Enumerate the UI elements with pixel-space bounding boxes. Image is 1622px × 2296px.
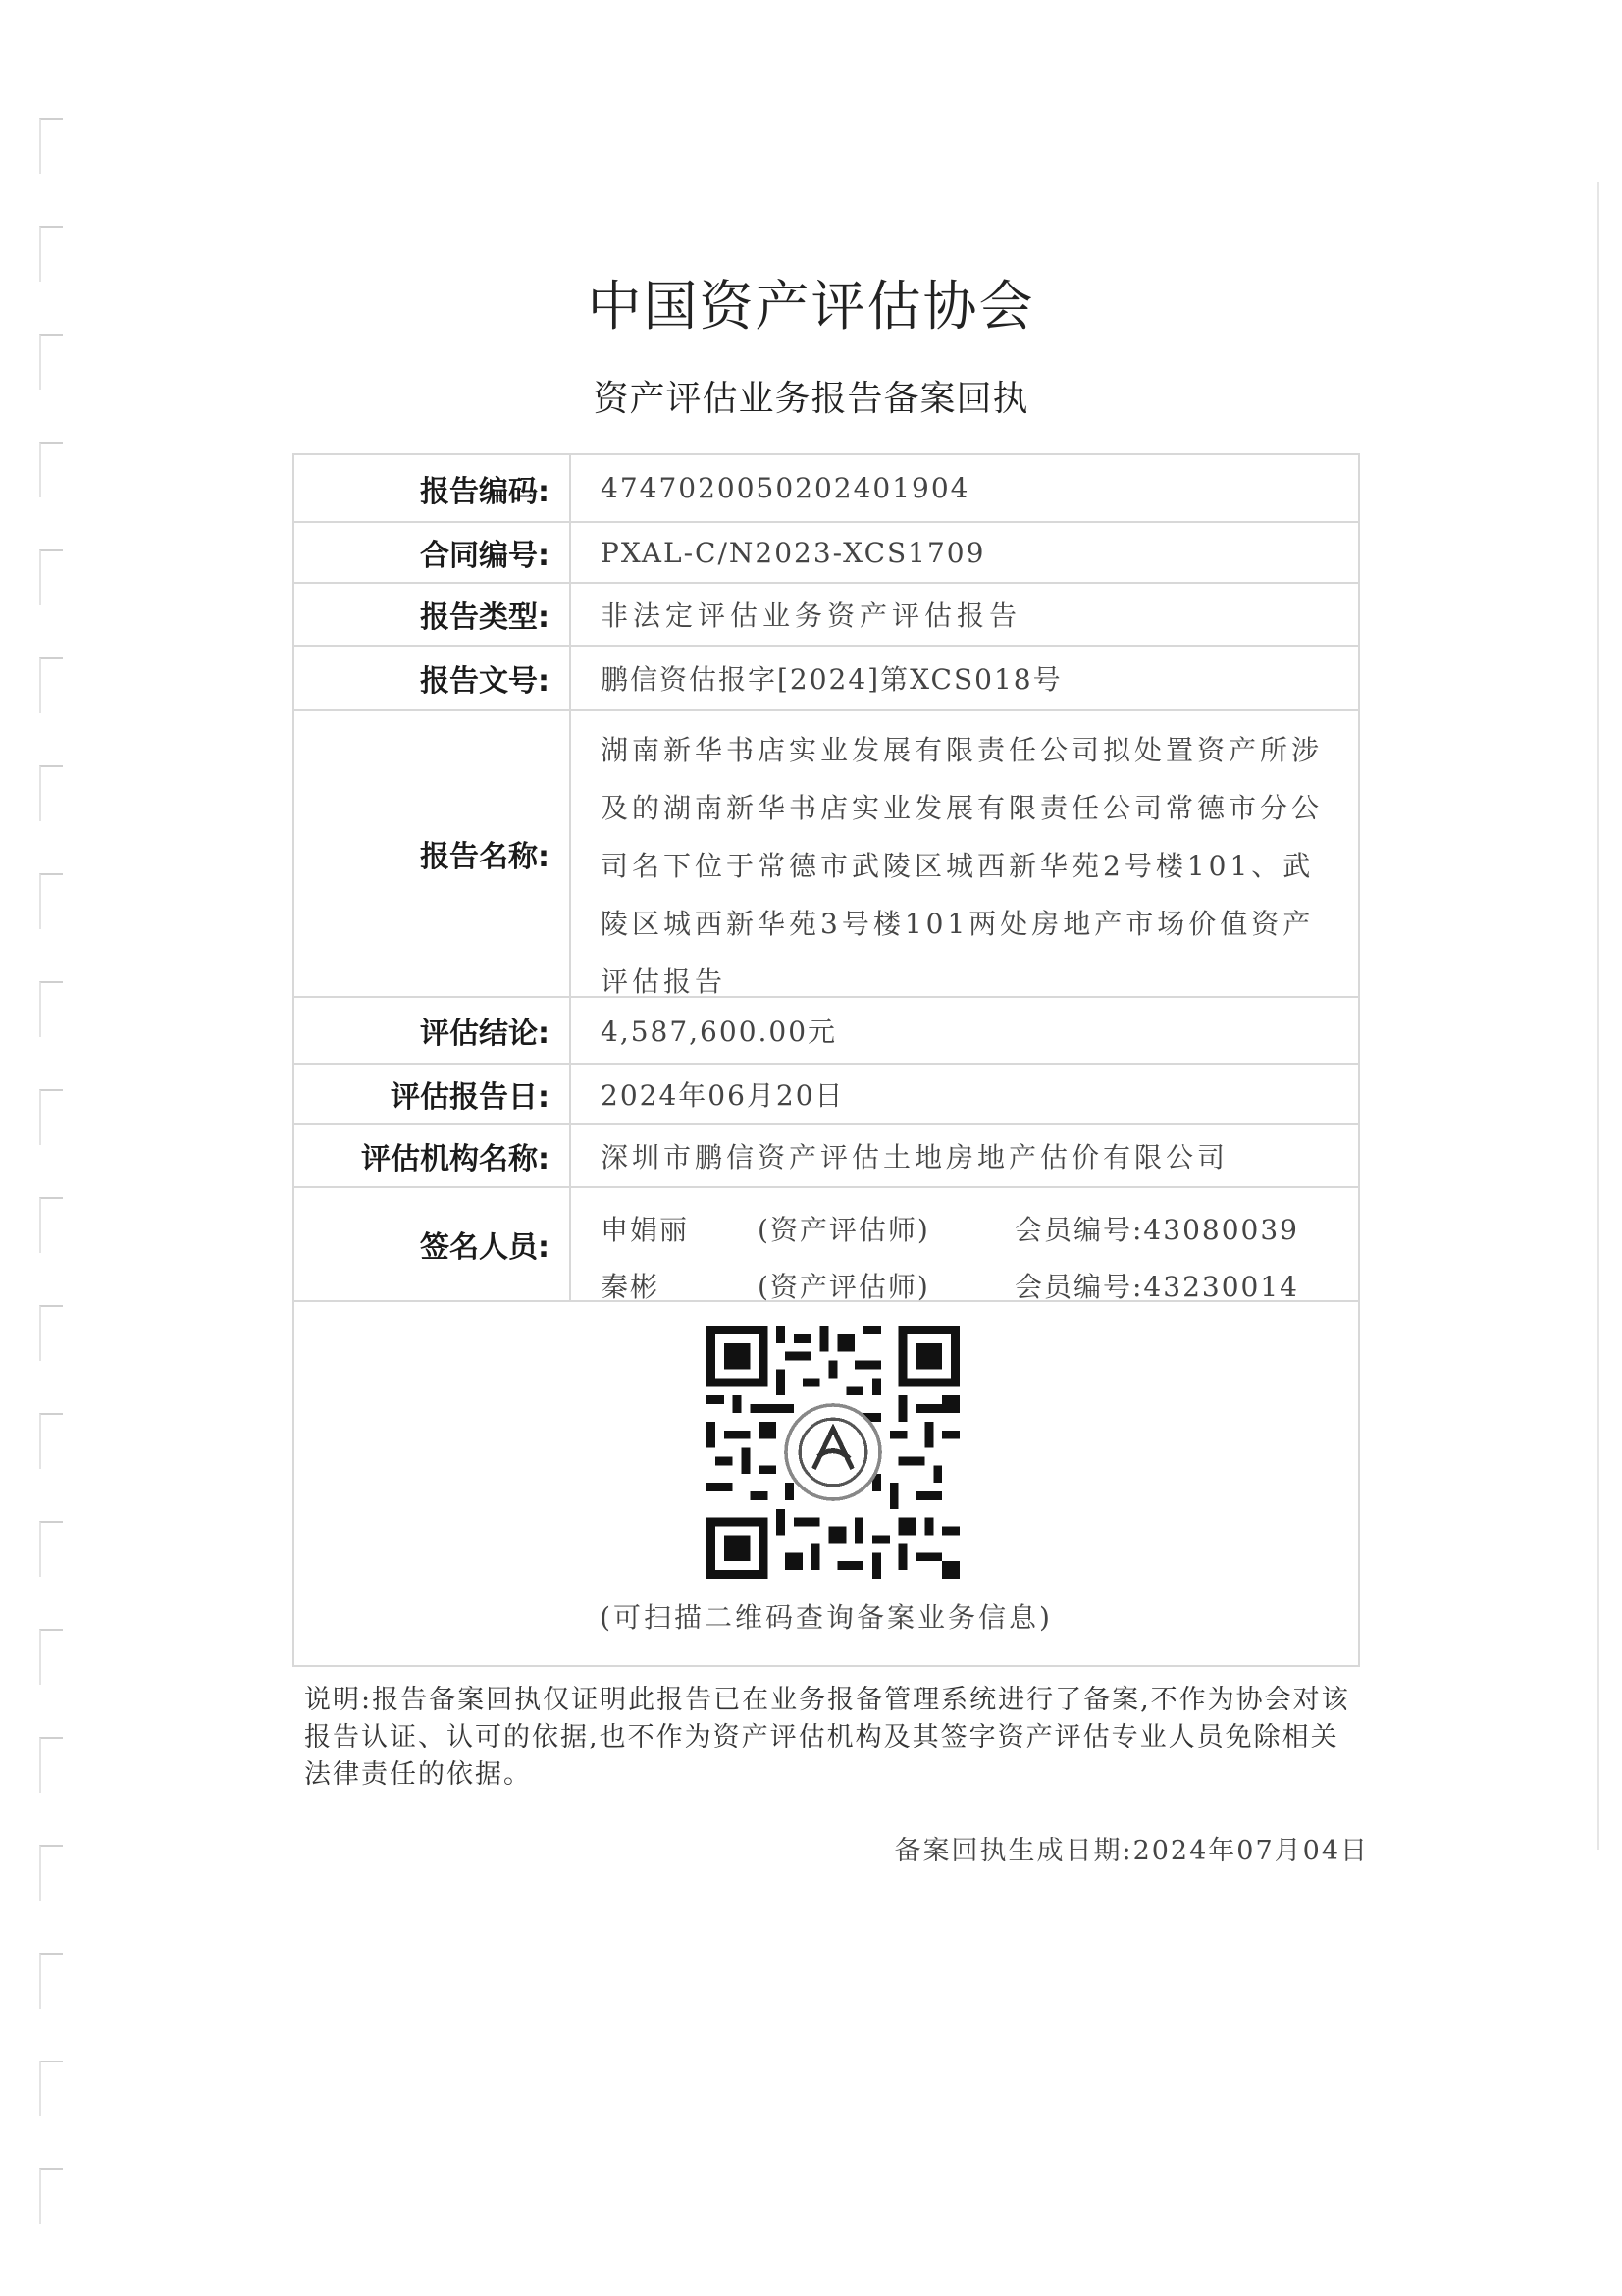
contract-no-value: PXAL-C/N2023-XCS1709	[601, 536, 986, 569]
qr-code-icon[interactable]	[706, 1326, 960, 1579]
report-code-label: 报告编码:	[294, 455, 571, 521]
report-doc-no-value: 鹏信资估报字[2024]第XCS018号	[601, 663, 1063, 696]
signer-row	[601, 1202, 1358, 1259]
page-subtitle: 资产评估业务报告备案回执	[593, 379, 1029, 419]
report-name-value: 湖南新华书店实业发展有限责任公司拟处置资产所涉及的湖南新华书店实业发展有限责任公司常德市分公司名下位于常德市武陵区城西新华苑2号楼101、武陵区城西新华苑3号楼101两处房地产市场价值资产评估报告	[601, 734, 1324, 998]
row-report-doc-no	[294, 647, 1358, 711]
signer-role: (资产评估师)	[758, 1214, 930, 1246]
report-type-value: 非法定评估业务资产评估报告	[601, 600, 1022, 632]
signer-member-no: 会员编号:43230014	[1015, 1271, 1299, 1303]
binding-holes	[39, 118, 69, 2296]
agency-value: 深圳市鹏信资产评估土地房地产估价有限公司	[601, 1141, 1230, 1174]
signers-label: 签名人员:	[294, 1188, 571, 1300]
signers-value	[571, 1188, 1358, 1303]
row-report-date	[294, 1065, 1358, 1125]
conclusion-label: 评估结论:	[294, 998, 571, 1063]
signer-name: 秦彬	[601, 1271, 660, 1303]
signer-role: (资产评估师)	[758, 1271, 930, 1303]
report-name-label: 报告名称:	[294, 711, 571, 996]
qr-section	[294, 1302, 1358, 1665]
page-edge-line	[1597, 182, 1599, 1850]
agency-label: 评估机构名称:	[294, 1125, 571, 1186]
row-agency	[294, 1125, 1358, 1188]
signer-name: 申娟丽	[601, 1214, 690, 1246]
row-report-code	[294, 455, 1358, 523]
signer-member-no: 会员编号:43080039	[1015, 1214, 1299, 1246]
report-date-value: 2024年06月20日	[601, 1079, 845, 1112]
page-title: 中国资产评估协会	[587, 275, 1035, 338]
generated-date: 备案回执生成日期:2024年07月04日	[894, 1836, 1369, 1866]
qr-caption: (可扫描二维码查询备案业务信息)	[600, 1601, 1053, 1634]
row-contract-no	[294, 523, 1358, 584]
row-conclusion	[294, 998, 1358, 1065]
report-date-label: 评估报告日:	[294, 1065, 571, 1123]
report-doc-no-label: 报告文号:	[294, 647, 571, 709]
row-report-name	[294, 711, 1358, 998]
row-signers	[294, 1188, 1358, 1302]
row-report-type	[294, 584, 1358, 647]
report-code-value: 4747020050202401904	[601, 472, 970, 504]
record-table	[292, 453, 1360, 1667]
contract-no-label: 合同编号:	[294, 523, 571, 582]
conclusion-value: 4,587,600.00元	[601, 1016, 838, 1048]
report-type-label: 报告类型:	[294, 584, 571, 645]
disclaimer-note: 说明:报告备案回执仅证明此报告已在业务报备管理系统进行了备案,不作为协会对该报告认证、认可的依据,也不作为资产评估机构及其签字资产评估专业人员免除相关法律责任的依据。	[304, 1685, 1350, 1790]
